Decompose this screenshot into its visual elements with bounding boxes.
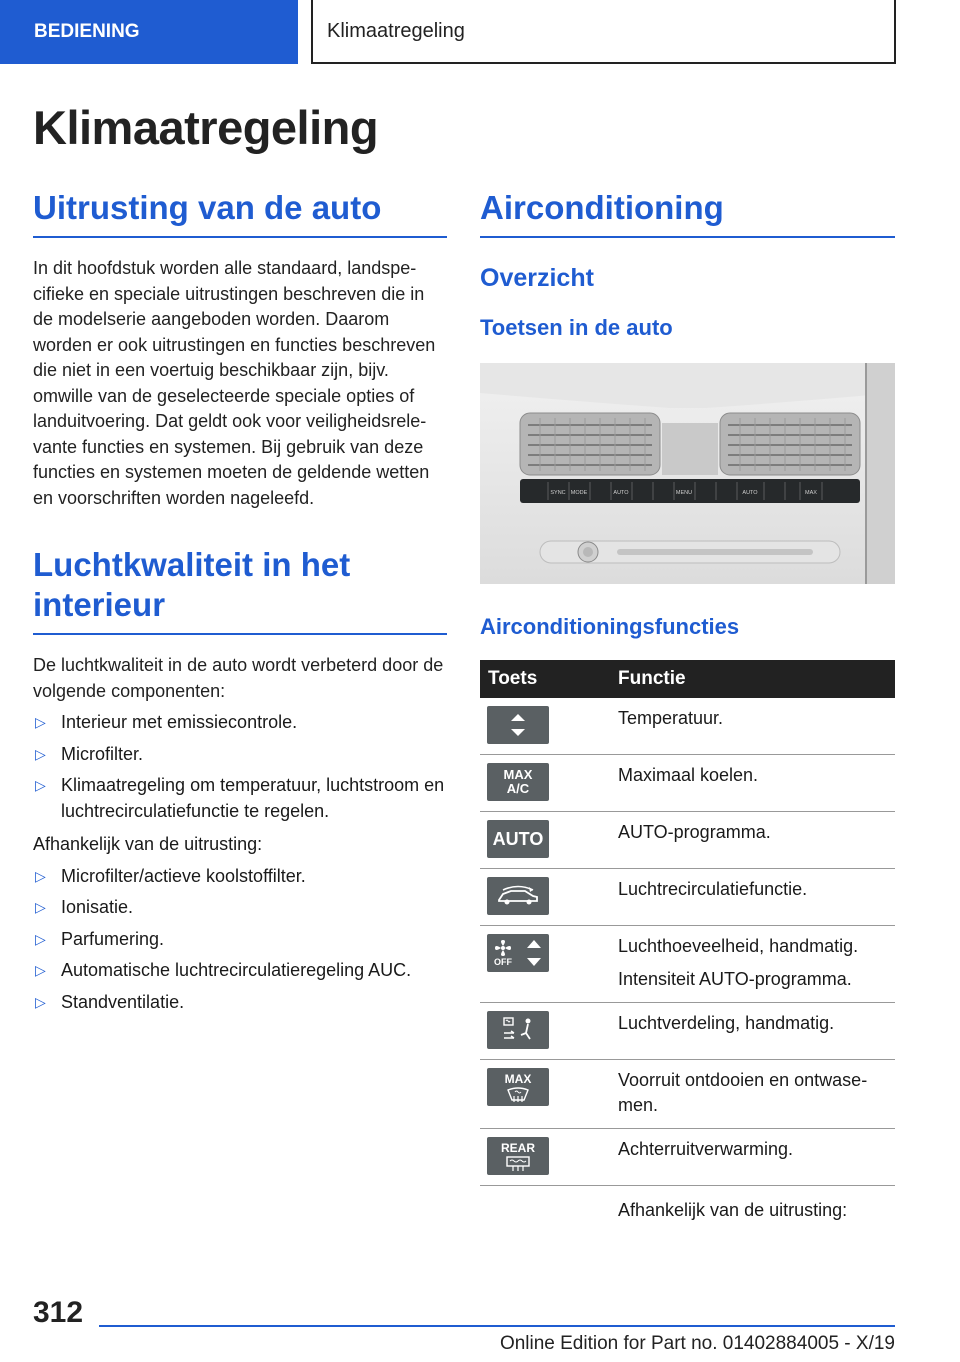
air-distribution-icon [487,1011,549,1049]
list-item: ▷ Ionisatie. [33,895,447,921]
function-text: Temperatuur. [618,698,895,755]
list-item: ▷ Microfilter/actieve koolstoffilter. [33,864,447,890]
option-list [33,864,447,1016]
function-text: Luchtrecirculatiefunctie. [618,869,895,926]
panel-label: MAX [805,490,817,496]
right-column [480,188,895,1233]
table-row [480,1003,895,1060]
table-row [480,698,895,755]
function-text: Achterruitverwarming. [618,1129,895,1186]
heading-buttons: Toetsen in de auto [480,315,673,340]
function-text: AUTO-programma. [618,812,895,869]
panel-label: MODE [570,490,588,496]
heading-airconditioning: Airconditioning [480,188,895,238]
temperature-arrows-icon [487,706,549,744]
panel-label: AUTO [742,490,758,496]
table-row [480,869,895,926]
depends-label: Afhankelijk van de uitrusting: [33,834,263,854]
paragraph-equipment: In dit hoofdstuk worden alle standaard, landspecifieke en speciale uitrustingen beschreven die in de modelserie aangeboden worden. Daarom worden er ook uitrustingen en functies beschreven die niet in een voertuig beschikbaar zijn, bijv. omwille van de geselecteerde speciale opties of landuitvoering. Dat geldt ook voor veiligheidsrelevante functies en systemen. Bij gebruik van deze functies en systemen moeten de geldende wetten en voorschriften worden nageleefd. [33,258,436,508]
panel-label: SYNC [550,490,566,496]
footer-divider [99,1325,895,1327]
left-column [33,188,447,1021]
auto-icon: AUTO [487,820,549,858]
list-item: ▷ Parfumering. [33,927,447,953]
list-item: ▷ Standventilatie. [33,990,447,1016]
max-defrost-icon: MAX [487,1068,549,1106]
function-text: Voorruit ontdooien en ontwasemen. [618,1060,895,1129]
component-list [33,710,447,824]
col-header-function: Functie [618,660,895,698]
rear-defrost-icon: REAR [487,1137,549,1175]
page-number: 312 [33,1296,84,1329]
function-text: Afhankelijk van de uitrusting: [618,1200,848,1220]
function-text: Maximaal koelen. [618,755,895,812]
function-text-secondary: Intensiteit AUTO-programma. [618,969,852,989]
page-title: Klimaatregeling [33,101,379,154]
edition-footer: Online Edition for Part no. 01402884005 - X/19 [499,1333,895,1354]
list-item: ▷ Automatische luchtrecirculatieregeling AUC. [33,958,447,984]
table-row [480,812,895,869]
bullet-arrow-icon: ▷ [35,867,46,884]
heading-equipment: Uitrusting van de auto [33,188,447,238]
section-tab[interactable] [0,0,298,64]
list-item: ▷ Interieur met emissiecontrole. [33,710,447,736]
function-text: Luchtverdeling, handmatig. [618,1003,895,1060]
bullet-arrow-icon: ▷ [35,714,46,730]
chapter-label: Klimaatregeling [327,19,465,42]
climate-panel-photo [480,363,895,584]
table-row [480,926,895,1003]
table-header-row [480,660,895,698]
chapter-tab [311,0,896,64]
heading-overview: Overzicht [480,264,594,292]
panel-label: AUTO [613,490,629,496]
fan-off-arrows-icon: OFF [487,934,549,972]
col-header-key: Toets [480,660,618,698]
bullet-arrow-icon: ▷ [35,993,46,1010]
recirculation-car-icon [487,877,549,915]
table-row [480,1060,895,1129]
heading-functions: Airconditioningsfuncties [480,614,740,639]
bullet-arrow-icon: ▷ [35,899,46,915]
bullet-arrow-icon: ▷ [35,962,46,978]
paragraph-air-quality: De luchtkwaliteit in de auto wordt verbeterd door de volgende componenten: [33,655,444,701]
bullet-arrow-icon: ▷ [35,777,46,793]
bullet-arrow-icon: ▷ [35,930,46,947]
list-item: ▷ Microfilter. [33,742,447,768]
table-row [480,755,895,812]
max-ac-icon: MAX A/C [487,763,549,801]
list-item: ▷ Klimaatregeling om temperatuur, luchtstroom en luchtrecirculatiefunctie te regelen. [35,775,445,821]
function-text: Luchthoeveelheid, handmatig. [618,936,859,956]
table-row [480,1129,895,1186]
bullet-arrow-icon: ▷ [35,745,46,762]
heading-air-quality: Luchtkwaliteit in het interieur [33,545,447,635]
functions-table [480,660,895,1233]
section-label: BEDIENING [34,21,140,42]
panel-label: MENU [675,490,693,496]
table-row [480,1186,895,1234]
